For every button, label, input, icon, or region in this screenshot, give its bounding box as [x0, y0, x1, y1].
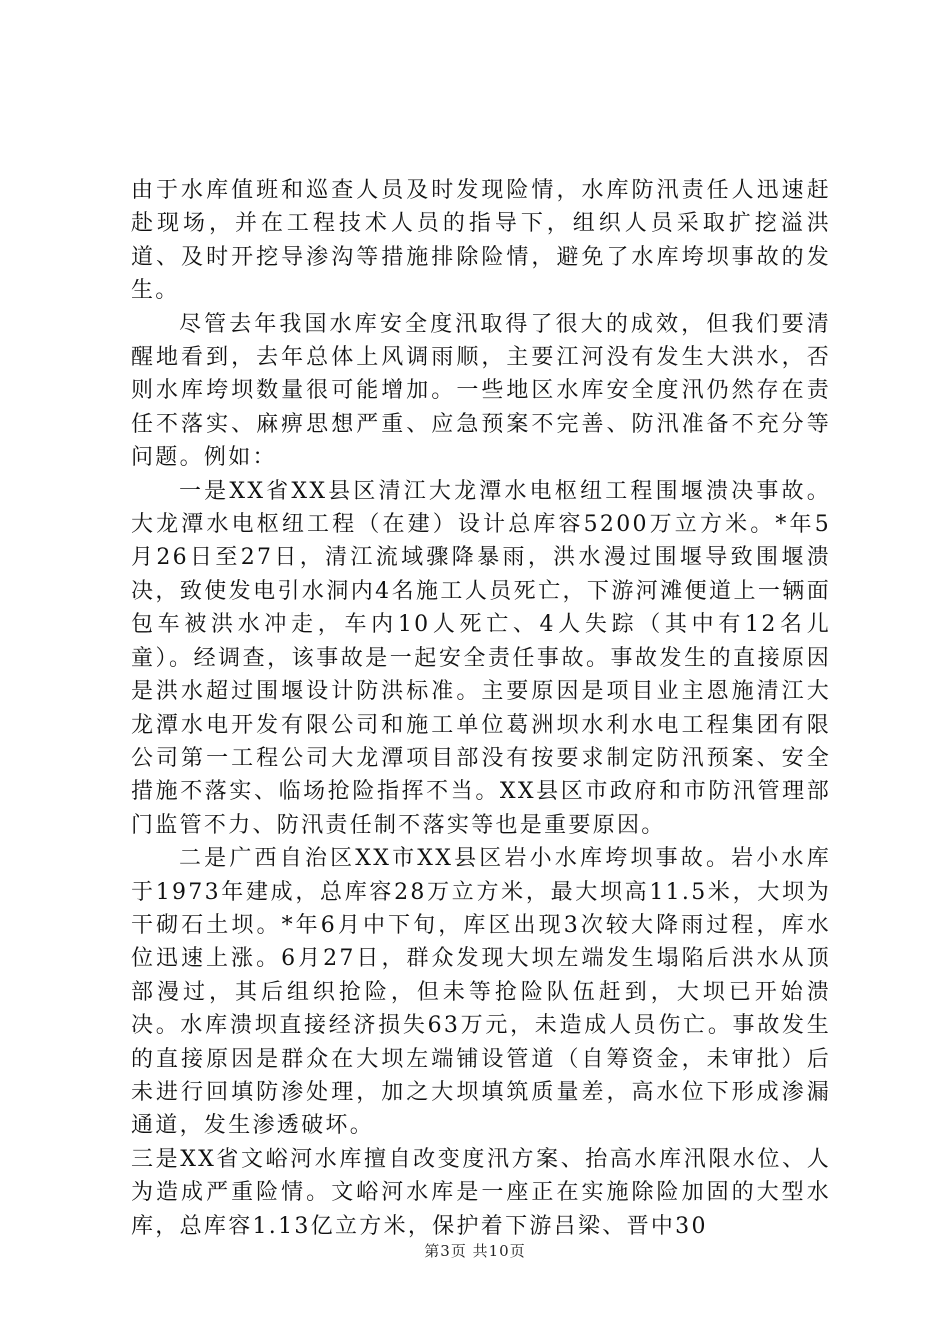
paragraph-2: 尽管去年我国水库安全度汛取得了很大的成效，但我们要清醒地看到，去年总体上风调雨顺，主要江河没有发生大洪水，否则水库垮坝数量很可能增加。一些地区水库安全度汛仍然存在责任不落实、麻痹思想严重、应急预案不完善、防汛准备不充分等问题。例如：: [131, 311, 831, 471]
paragraph-4: 二是广西自治区XX市XX县区岩小水库垮坝事故。岩小水库于1973年建成，总库容28万立方米，最大坝高11.5米，大坝为干砌石土坝。*年6月中下旬，库区出现3次较大降雨过程，库水位迅速上涨。6月27日，群众发现大坝左端发生塌陷后洪水从顶部漫过，其后组织抢险，但未等抢险队伍赶到，大坝已开始溃决。水库溃坝直接经济损失63万元，未造成人员伤亡。事故发生的直接原因是群众在大坝左端铺设管道（自筹资金，未审批）后未进行回填防渗处理，加之大坝填筑质量差，高水位下形成渗漏通道，发生渗透破坏。: [131, 846, 831, 1139]
page-footer: 第3页 共10页: [424, 1242, 526, 1260]
paragraph-3: 一是XX省XX县区清江大龙潭水电枢纽工程围堰溃决事故。大龙潭水电枢纽工程（在建）设计总库容5200万立方米。*年5月26日至27日，清江流域骤降暴雨，洪水漫过围堰导致围堰溃决，致使发电引水洞内4名施工人员死亡，下游河滩便道上一辆面包车被洪水冲走，车内10人死亡、4人失踪（其中有12名儿童）。经调查，该事故是一起安全责任事故。事故发生的直接原因是洪水超过围堰设计防洪标准。主要原因是项目业主恩施清江大龙潭水电开发有限公司和施工单位葛洲坝水利水电工程集团有限公司第一工程公司大龙潭项目部没有按要求制定防汛预案、安全措施不落实、临场抢险指挥不当。XX县区市政府和市防汛管理部门监管不力、防汛责任制不落实等也是重要原因。: [131, 478, 831, 838]
paragraph-1: 由于水库值班和巡查人员及时发现险情，水库防汛责任人迅速赶赴现场，并在工程技术人员的指导下，组织人员采取扩挖溢洪道、及时开挖导渗沟等措施排除险情，避免了水库垮坝事故的发生。: [131, 178, 831, 304]
paragraph-5: 三是XX省文峪河水库擅自改变度汛方案、抬高水库汛限水位、人为造成严重险情。文峪河水库是一座正在实施除险加固的大型水库，总库容1.13亿立方米，保护着下游吕梁、晋中30: [131, 1146, 831, 1239]
document-body: [131, 174, 831, 1243]
